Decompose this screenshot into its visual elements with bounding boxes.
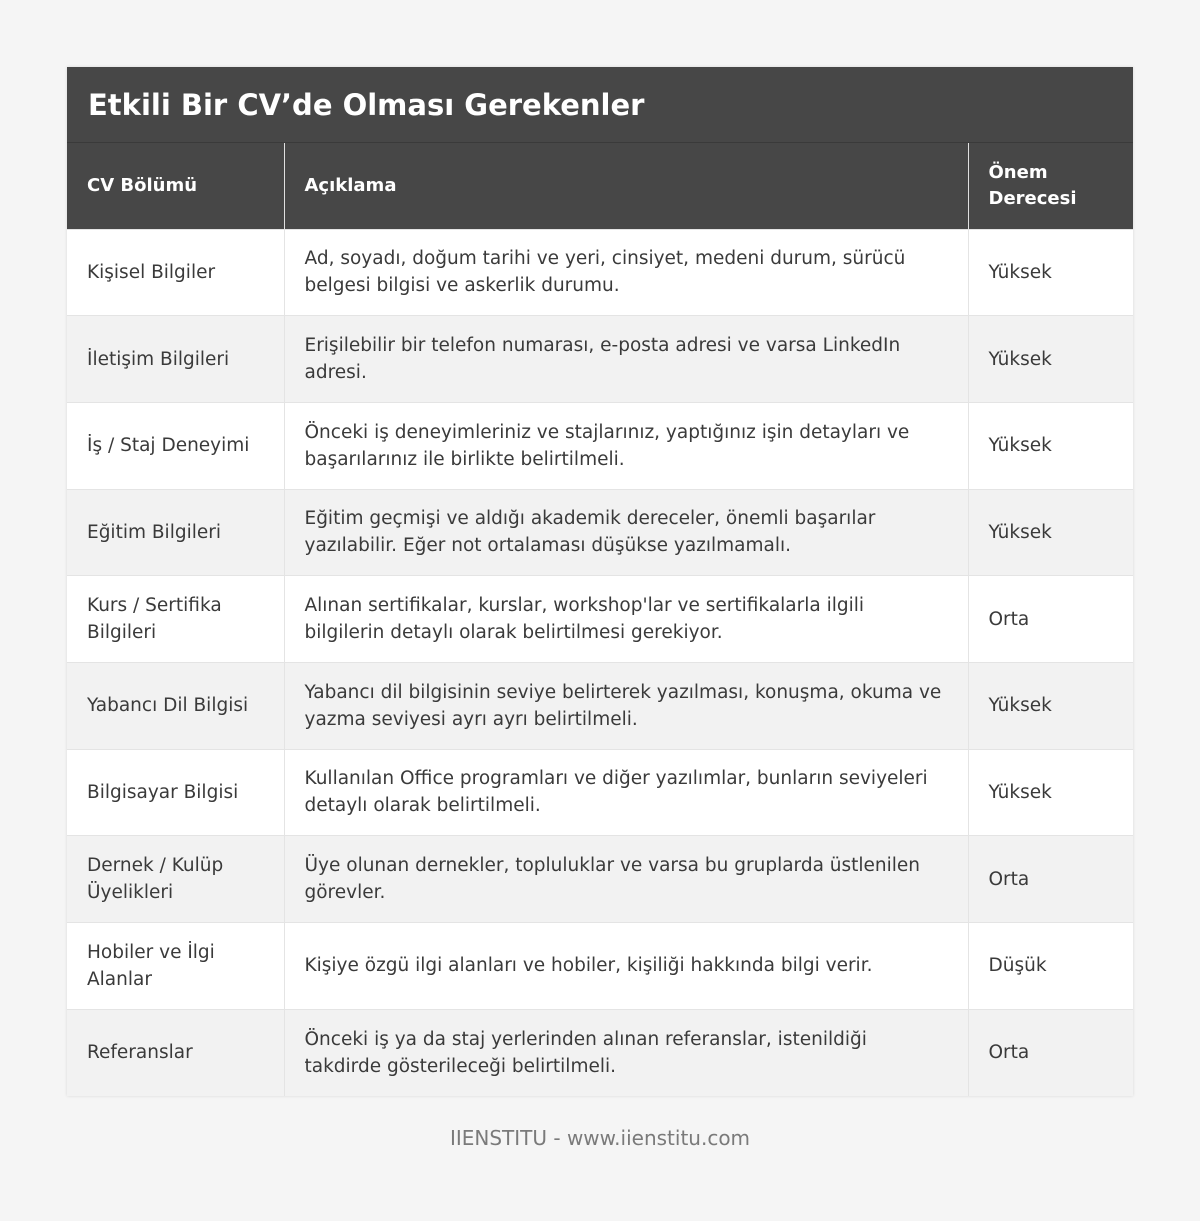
table-header-row xyxy=(67,143,1133,229)
cell-importance: Yüksek xyxy=(968,489,1133,576)
cell-section: İletişim Bilgileri xyxy=(67,316,284,403)
cell-description: Kişiye özgü ilgi alanları ve hobiler, kişiliği hakkında bilgi verir. xyxy=(284,923,968,1010)
table-row xyxy=(67,489,1133,576)
table-row xyxy=(67,662,1133,749)
cell-section: Dernek / Kulüp Üyelikleri xyxy=(67,836,284,923)
cell-description: Alınan sertifikalar, kurslar, workshop'lar ve sertifikalarla ilgili bilgilerin detaylı olarak belirtilmesi gerekiyor. xyxy=(284,576,968,663)
cell-description: Ad, soyadı, doğum tarihi ve yeri, cinsiyet, medeni durum, sürücü belgesi bilgisi ve askerlik durumu. xyxy=(284,229,968,316)
cell-section: Hobiler ve İlgi Alanlar xyxy=(67,923,284,1010)
cell-description: Yabancı dil bilgisinin seviye belirterek yazılması, konuşma, okuma ve yazma seviyesi ayrı ayrı belirtilmeli. xyxy=(284,662,968,749)
table-row xyxy=(67,402,1133,489)
cell-section: Eğitim Bilgileri xyxy=(67,489,284,576)
cv-sections-card xyxy=(67,67,1133,1096)
cell-description: Önceki iş ya da staj yerlerinden alınan referanslar, istenildiği takdirde gösterileceği belirtilmeli. xyxy=(284,1009,968,1096)
cell-description: Kullanılan Office programları ve diğer yazılımlar, bunların seviyeleri detaylı olarak belirtilmeli. xyxy=(284,749,968,836)
column-header-importance: Önem Derecesi xyxy=(968,143,1133,229)
cell-description: Üye olunan dernekler, topluluklar ve varsa bu gruplarda üstlenilen görevler. xyxy=(284,836,968,923)
table-row xyxy=(67,229,1133,316)
cell-importance: Orta xyxy=(968,836,1133,923)
cell-importance: Yüksek xyxy=(968,229,1133,316)
cell-importance: Düşük xyxy=(968,923,1133,1010)
cell-section: Kişisel Bilgiler xyxy=(67,229,284,316)
table-row xyxy=(67,316,1133,403)
cell-section: Referanslar xyxy=(67,1009,284,1096)
cell-importance: Orta xyxy=(968,1009,1133,1096)
table-row xyxy=(67,749,1133,836)
cell-section: Kurs / Sertifika Bilgileri xyxy=(67,576,284,663)
cell-section: İş / Staj Deneyimi xyxy=(67,402,284,489)
cell-description: Önceki iş deneyimleriniz ve stajlarınız, yaptığınız işin detayları ve başarılarınız ile birlikte belirtilmeli. xyxy=(284,402,968,489)
cell-importance: Yüksek xyxy=(968,316,1133,403)
table-row xyxy=(67,576,1133,663)
cell-section: Bilgisayar Bilgisi xyxy=(67,749,284,836)
cv-sections-table xyxy=(67,143,1133,1096)
column-header-description: Açıklama xyxy=(284,143,968,229)
table-row xyxy=(67,836,1133,923)
cell-importance: Orta xyxy=(968,576,1133,663)
table-row xyxy=(67,1009,1133,1096)
cell-section: Yabancı Dil Bilgisi xyxy=(67,662,284,749)
cell-description: Eğitim geçmişi ve aldığı akademik dereceler, önemli başarılar yazılabilir. Eğer not ortalaması düşükse yazılmamalı. xyxy=(284,489,968,576)
footer-credit: IIENSTITU - www.iienstitu.com xyxy=(449,1126,751,1150)
column-header-section: CV Bölümü xyxy=(67,143,284,229)
cell-importance: Yüksek xyxy=(968,749,1133,836)
cell-importance: Yüksek xyxy=(968,662,1133,749)
cell-description: Erişilebilir bir telefon numarası, e-posta adresi ve varsa LinkedIn adresi. xyxy=(284,316,968,403)
table-title: Etkili Bir CV’de Olması Gerekenler xyxy=(67,67,1133,143)
table-row xyxy=(67,923,1133,1010)
cell-importance: Yüksek xyxy=(968,402,1133,489)
